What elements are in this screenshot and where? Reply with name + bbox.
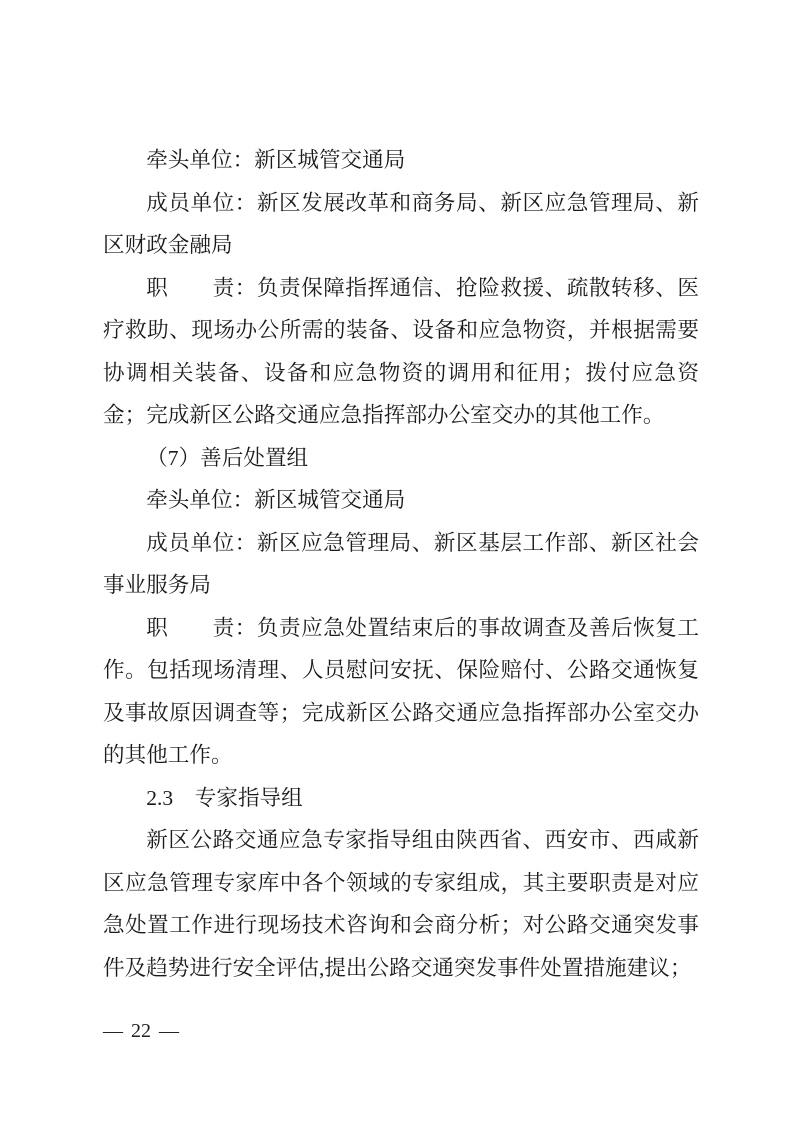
- paragraph-lead-unit-aftermath-group: 牵头单位：新区城管交通局: [146, 488, 406, 512]
- paragraph-expert-group-description: 新区公路交通应急专家指导组由陕西省、西安市、西咸新区应急管理专家库中各个领域的专家组成，其主要职责是对应急处置工作进行现场技术咨询和会商分析；对公路交通突发事件及趋势进行安全评估,提出公路交通突发事件处置措施建议；: [103, 828, 699, 980]
- paragraph-group-7-heading: （7）善后处置组: [146, 445, 309, 470]
- paragraph-member-units-comms-group: 成员单位：新区发展改革和商务局、新区应急管理局、新区财政金融局: [103, 190, 699, 257]
- paragraph-lead-unit-comms-group: 牵头单位：新区城管交通局: [146, 148, 406, 172]
- paragraph-duties-comms-group: 职 责：负责保障指挥通信、抢险救援、疏散转移、医疗救助、现场办公所需的装备、设备和应急物资，并根据需要协调相关装备、设备和应急物资的调用和征用；拨付应急资金；完成新区公路交通应急指挥部办公室交办的其他工作。: [103, 275, 699, 427]
- document-body: [103, 139, 699, 989]
- paragraph-member-units-aftermath-group: 成员单位：新区应急管理局、新区基层工作部、新区社会事业服务局: [103, 530, 699, 597]
- page-number: — 22 —: [103, 1020, 179, 1042]
- paragraph-section-2-3-heading: 2.3 专家指导组: [146, 785, 303, 810]
- paragraph-duties-aftermath-group: 职 责：负责应急处置结束后的事故调查及善后恢复工作。包括现场清理、人员慰问安抚、保险赔付、公路交通恢复及事故原因调查等；完成新区公路交通应急指挥部办公室交办的其他工作。: [103, 615, 699, 767]
- page-footer: [103, 1020, 179, 1043]
